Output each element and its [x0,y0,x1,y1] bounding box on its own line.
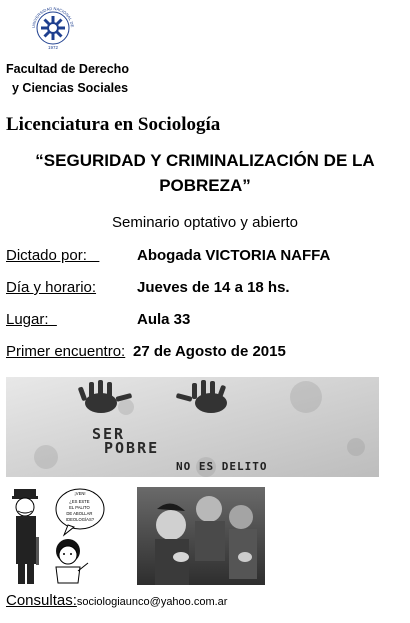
graffiti-text-no-es-delito: NO ES DELITO [176,460,268,473]
seminar-title-line-2: POBREZA” [159,176,251,195]
university-seal-icon [27,4,79,50]
detail-row-location [6,311,406,333]
detail-row-schedule [6,279,406,301]
detail-label: Día y horario: [6,279,97,296]
seminar-title [0,148,410,198]
detail-value: Jueves de 14 a 18 hs. [137,279,290,296]
children-photo [137,487,265,585]
graffiti-banner-image [6,377,379,477]
faculty-line-1: Facultad de Derecho [6,62,129,76]
cartoon-speech-body: ¿ES ESTE EL PALITO DE ABOLLAR IDEOLOGÍAS? [65,499,95,522]
contact-label: Consultas: [6,592,77,609]
detail-value: Abogada VICTORIA NAFFA [137,247,331,264]
detail-value: 27 de Agosto de 2015 [133,343,286,360]
detail-row-first-meeting [6,343,406,365]
contact-email[interactable]: sociologiaunco@yahoo.com.ar [76,596,228,608]
seminar-title-line-1: “SEGURIDAD Y CRIMINALIZACIÓN DE LA [35,151,375,170]
detail-row-instructor [6,247,406,269]
contact-line [6,592,227,609]
graffiti-text-pobre: POBRE [104,439,160,457]
detail-label: Lugar: [6,311,57,328]
detail-value: Aula 33 [137,311,191,328]
cartoon-image [8,485,106,588]
university-logo [27,4,79,50]
logo-ring-text: UNIVERSIDAD NACIONAL DE [30,5,76,29]
detail-label: Dictado por: [6,247,100,264]
cartoon-speech-text: ¡VEN! [74,491,86,496]
faculty-name [6,60,129,98]
graffiti-text-ser: SER [92,425,126,443]
seminar-subtitle: Seminario optativo y abierto [112,214,298,231]
detail-label: Primer encuentro: [6,343,126,360]
degree-heading: Licenciatura en Sociología [6,114,221,135]
faculty-line-2: y Ciencias Sociales [12,81,129,95]
logo-year: 1972 [47,45,59,50]
